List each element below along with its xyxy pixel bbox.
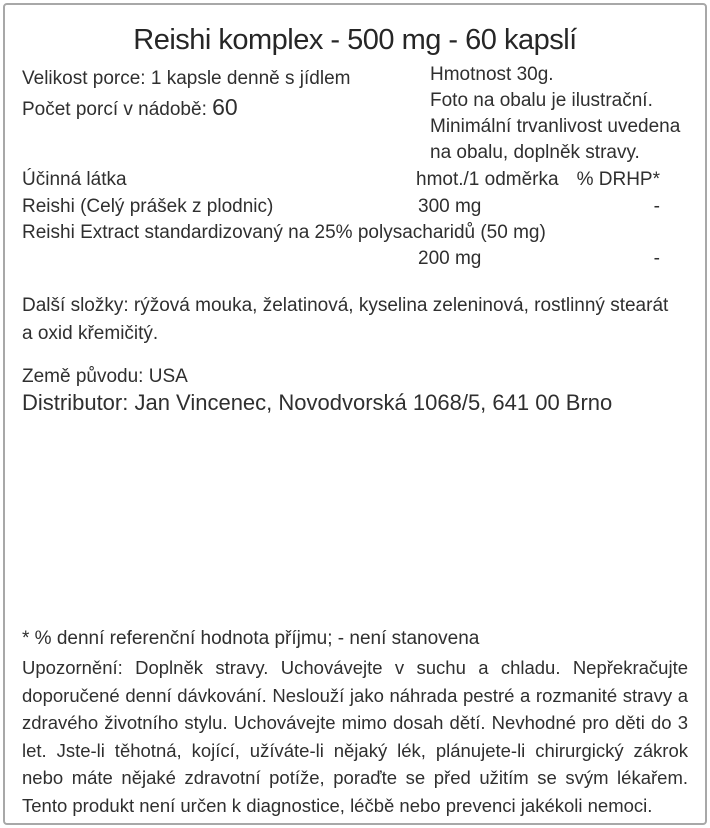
shelf-life-note-line2: na obalu, doplněk stravy. [430, 142, 640, 163]
servings-count-label: Počet porcí v nádobě: [22, 99, 213, 120]
table-row-drhp: - [653, 196, 660, 217]
country-of-origin: Země původu: USA [22, 366, 188, 387]
side-notes [430, 62, 680, 166]
table-header-drhp: % DRHP* [576, 169, 660, 190]
table-row-amount: 200 mg [418, 248, 482, 269]
table-row-amount: 300 mg [418, 196, 482, 217]
distributor-line: Distributor: Jan Vincenec, Novodvorská 1068/5, 641 00 Brno [22, 390, 613, 415]
servings-count-line [22, 94, 238, 121]
weight-note: Hmotnost 30g. [430, 64, 554, 85]
photo-note: Foto na obalu je ilustrační. [430, 90, 653, 111]
serving-size-line: Velikost porce: 1 kapsle denně s jídlem [22, 68, 351, 89]
table-row-drhp: - [653, 248, 660, 269]
table-header-amount: hmot./1 odměrka [416, 169, 559, 190]
other-ingredients-text: Další složky: rýžová mouka, želatinová, kyselina zeleninová, rostlinný stearát a oxid křemičitý. [22, 295, 669, 344]
product-title: Reishi komplex - 500 mg - 60 kapslí [133, 24, 577, 56]
shelf-life-note-line1: Minimální trvanlivost uvedena [430, 116, 681, 137]
drhp-footnote: * % denní referenční hodnota příjmu; - není stanovena [22, 628, 480, 649]
table-header-ingredient: Účinná látka [22, 169, 127, 190]
warning-paragraph: Upozornění: Doplněk stravy. Uchovávejte v suchu a chladu. Nepřekračujte doporučené denní dávkování. Neslouží jako náhrada pestré a rozmanité stravy a zdravého životního stylu. Uchovávejte mimo dosah dětí. Nevhodné pro děti do 3 let. Jste-li těhotná, kojící, užíváte-li nějaký lék, plánujete-li chirurgický zákrok nebo máte nějaké zdravotní potíže, poraďte se před užitím se svým lékařem. Tento produkt není určen k diagnostice, léčbě nebo prevenci jakékoli nemoci. [22, 657, 688, 816]
servings-count-value: 60 [212, 94, 238, 120]
table-row-ingredient: Reishi Extract standardizovaný na 25% polysacharidů (50 mg) [22, 222, 546, 243]
table-row-ingredient: Reishi (Celý prášek z plodnic) [22, 196, 274, 217]
